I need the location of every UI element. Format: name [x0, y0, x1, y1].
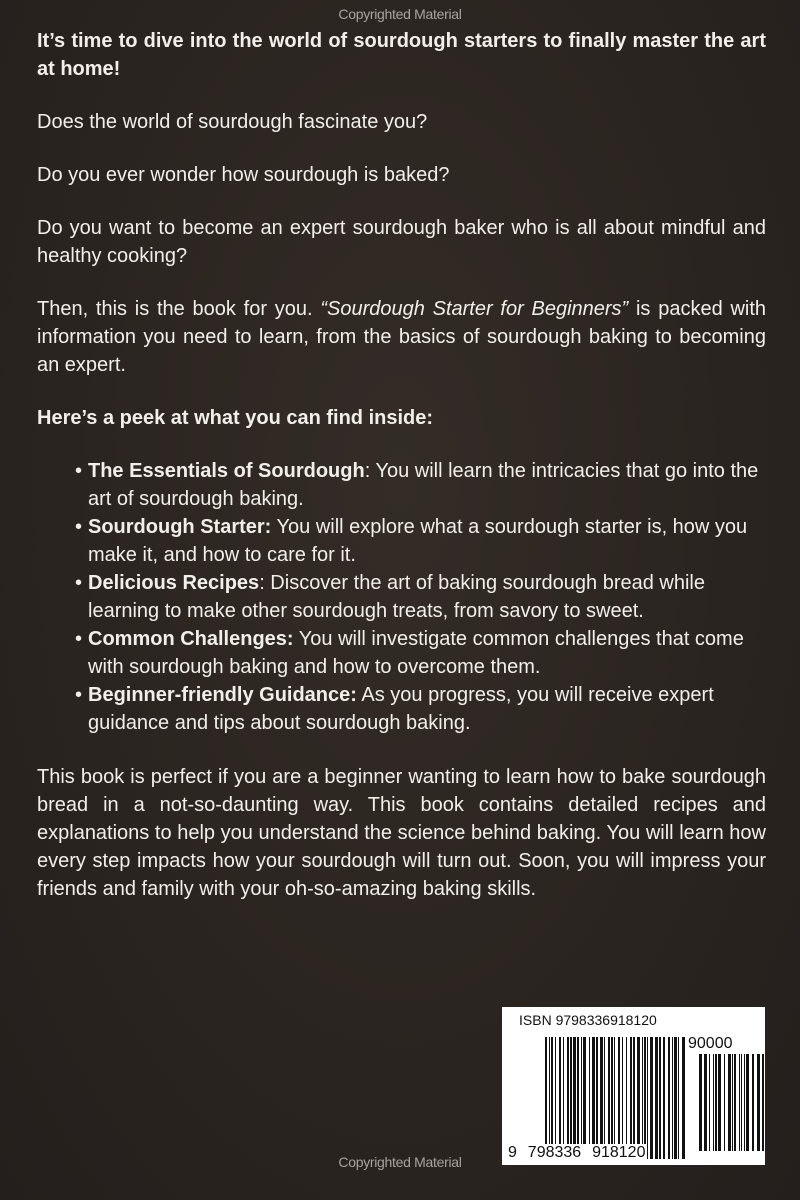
barcode-bar — [611, 1037, 613, 1159]
barcode-bar — [659, 1037, 661, 1159]
barcode-bar — [570, 1037, 572, 1159]
bullet-term: Sourdough Starter: — [88, 516, 272, 538]
barcode-bar — [592, 1037, 595, 1159]
list-item — [75, 625, 766, 681]
barcode-bar — [563, 1037, 564, 1159]
barcode-bar — [583, 1037, 586, 1159]
barcode-bar — [581, 1037, 582, 1159]
barcode-bar — [678, 1037, 679, 1159]
barcode-bar — [647, 1037, 648, 1159]
question-1: Does the world of sourdough fascinate you? — [37, 111, 428, 133]
barcode-bar — [728, 1054, 731, 1151]
bullet-text: : You will learn the intricacies that go into the art of sourdough baking. — [88, 460, 759, 510]
barcode-bar — [600, 1037, 603, 1159]
barcode-bar — [709, 1054, 710, 1151]
book-title: “Sourdough Starter for Beginners” — [320, 298, 629, 320]
barcode-bar — [545, 1037, 547, 1159]
barcode-bar — [699, 1054, 702, 1151]
barcode-bar — [718, 1054, 721, 1151]
barcode-bar — [608, 1037, 610, 1159]
barcode-bar — [618, 1037, 620, 1159]
closing-paragraph: This book is perfect if you are a beginner wanting to learn how to bake sourdough bread in a not-so-daunting way. This book contains detailed recipes and explanations to help you understand the science behind baking. You will learn how every step impacts how your sourdough will turn out. Soon, you will impress your friends and family with your oh-so-amazing baking skills. — [37, 766, 766, 900]
barcode-bar — [713, 1054, 714, 1151]
question-3: Do you want to become an expert sourdough baker who is all about mindful and healthy cooking? — [37, 217, 766, 267]
bullet-text: You will explore what a sourdough starter is, how you make it, and how to care for it. — [88, 516, 748, 566]
barcode-bar — [704, 1054, 707, 1151]
barcode-bar — [668, 1037, 670, 1159]
barcode-bar — [757, 1054, 760, 1151]
barcode-bar — [715, 1054, 717, 1151]
bullet-term: The Essentials of Sourdough — [88, 460, 365, 482]
barcode-bar — [672, 1037, 673, 1159]
barcode-bar — [732, 1054, 733, 1151]
barcode-bar — [734, 1054, 736, 1151]
barcode-bar — [744, 1054, 745, 1151]
intro-headline: It’s time to dive into the world of sourdough starters to finally master the art at home! — [37, 30, 766, 80]
peek-heading: Here’s a peek at what you can find inside: — [37, 407, 434, 429]
barcode-bar — [604, 1037, 605, 1159]
watermark-top: Copyrighted Material — [338, 6, 462, 22]
barcode-bar — [614, 1037, 615, 1159]
pitch-post: is packed with information you need to learn, from the basics of sourdough baking to becoming an expert. — [37, 298, 767, 376]
barcode-bar — [674, 1037, 677, 1159]
digit-group-1: 798336 — [527, 1144, 582, 1161]
question-2: Do you ever wonder how sourdough is baked? — [37, 164, 450, 186]
barcode-bar — [724, 1054, 725, 1151]
pitch-pre: Then, this is the book for you. — [37, 298, 321, 320]
bullet-text: You will investigate common challenges that come with sourdough baking and how to overcome them. — [88, 628, 744, 678]
list-item — [75, 681, 766, 737]
barcode-bars — [502, 1007, 765, 1165]
bullet-term: Beginner-friendly Guidance: — [88, 684, 357, 706]
barcode-bar — [559, 1037, 561, 1159]
digit-lead: 9 — [508, 1144, 517, 1161]
barcode-bar — [589, 1037, 590, 1159]
feature-list — [37, 457, 766, 737]
price-addon: 90000 — [688, 1035, 733, 1052]
list-item — [75, 457, 766, 513]
pitch-paragraph — [37, 295, 766, 379]
bullet-term: Common Challenges: — [88, 628, 294, 650]
list-item — [75, 569, 766, 625]
list-item — [75, 513, 766, 569]
barcode-bar — [739, 1054, 740, 1151]
barcode-bar — [626, 1037, 627, 1159]
barcode-bar — [573, 1037, 576, 1159]
barcode-bar — [741, 1054, 742, 1151]
barcode-bar — [762, 1054, 764, 1151]
barcode-bar — [682, 1037, 685, 1159]
barcode-bar — [577, 1037, 579, 1159]
bullet-term: Delicious Recipes — [88, 572, 260, 594]
back-cover-text — [37, 27, 766, 928]
bullet-text: As you progress, you will receive expert guidance and tips about sourdough baking. — [88, 684, 714, 734]
barcode-bar — [622, 1037, 623, 1159]
barcode-bar — [746, 1054, 749, 1151]
barcode-bar — [633, 1037, 635, 1159]
bullet-text: : Discover the art of baking sourdough bread while learning to make other sourdough treats, from savory to sweet. — [88, 572, 705, 622]
watermark-bottom: Copyrighted Material — [338, 1154, 462, 1170]
barcode-bar — [663, 1037, 665, 1159]
barcode-bar — [637, 1037, 640, 1159]
barcode-bar — [655, 1037, 658, 1159]
barcode-bar — [650, 1037, 653, 1159]
barcode-bar — [549, 1037, 550, 1159]
barcode-bar — [596, 1037, 598, 1159]
barcode-bar — [555, 1037, 556, 1159]
barcode-bar — [551, 1037, 553, 1159]
barcode-bar — [644, 1037, 646, 1159]
barcode-bar — [642, 1037, 643, 1159]
barcode-bar — [567, 1037, 569, 1159]
barcode-bar — [752, 1054, 754, 1151]
digit-group-2: 918120 — [592, 1144, 646, 1161]
isbn-barcode — [502, 1007, 765, 1165]
barcode-bar — [630, 1037, 632, 1159]
isbn-label: ISBN 9798336918120 — [519, 1012, 657, 1028]
